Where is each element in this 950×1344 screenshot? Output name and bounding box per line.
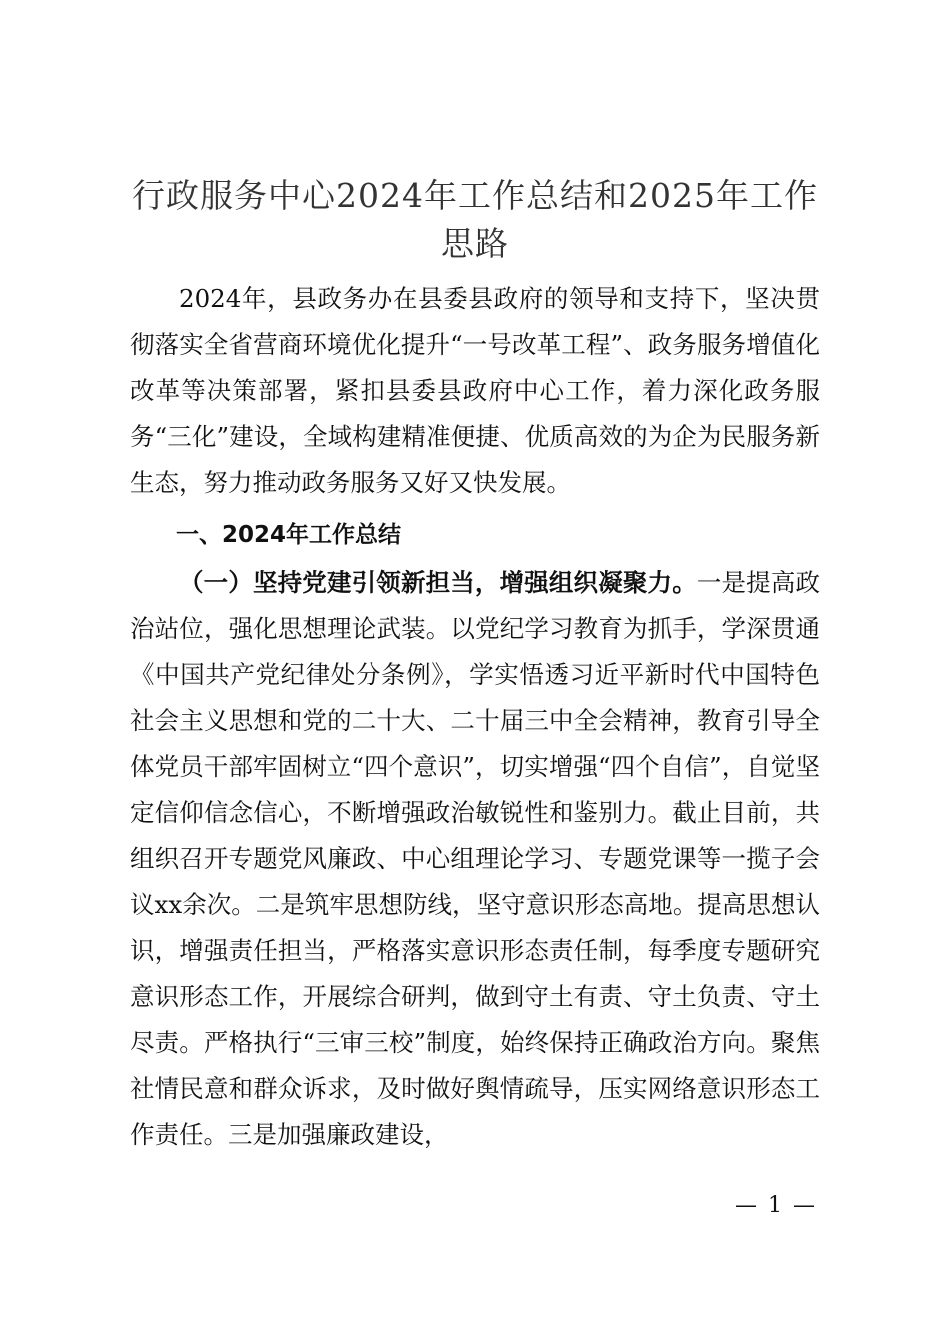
subsection-text: 一是提高政治站位，强化思想理论武装。以党纪学习教育为抓手，学深贯通《中国共产党纪律处分条例》，学实悟透习近平新时代中国特色社会主义思想和党的二十大、二十届三中全会精神，教育引导全体党员干部牢固树立“四个意识”，切实增强“四个自信”，自觉坚定信仰信念信心，不断增强政治敏锐性和鉴别力。截止目前，共组织召开专题党风廉政、中心组理论学习、专题党课等一揽子会议xx余次。二是筑牢思想防线，坚守意识形态高地。提高思想认识，增强责任担当，严格落实意识形态责任制，每季度专题研究意识形态工作，开展综合研判，做到守土有责、守土负责、守土尽责。严格执行“三审三校”制度，始终保持正确政治方向。聚焦社情民意和群众诉求，及时做好舆情疏导，压实网络意识形态工作责任。三是加强廉政建设，: [130, 568, 820, 1149]
subsection-lead: （一）坚持党建引领新担当，增强组织凝聚力。: [179, 568, 697, 597]
title-line-1: 行政服务中心2024年工作总结和2025年工作: [132, 176, 818, 215]
intro-paragraph: 2024年，县政务办在县委县政府的领导和支持下，坚决贯彻落实全省营商环境优化提升“一号改革工程”、政务服务增值化改革等决策部署，紧扣县委县政府中心工作，着力深化政务服务“三化”建设，全域构建精准便捷、优质高效的为企为民服务新生态，努力推动政务服务又好又快发展。: [130, 284, 820, 497]
document-body: [130, 276, 820, 1158]
page-number: — 1 —: [735, 1193, 817, 1218]
document-title: [100, 172, 850, 268]
section-paragraph: [130, 560, 820, 1158]
section-heading: 一、2024年工作总结: [176, 522, 402, 548]
title-line-2: 思路: [441, 224, 509, 263]
